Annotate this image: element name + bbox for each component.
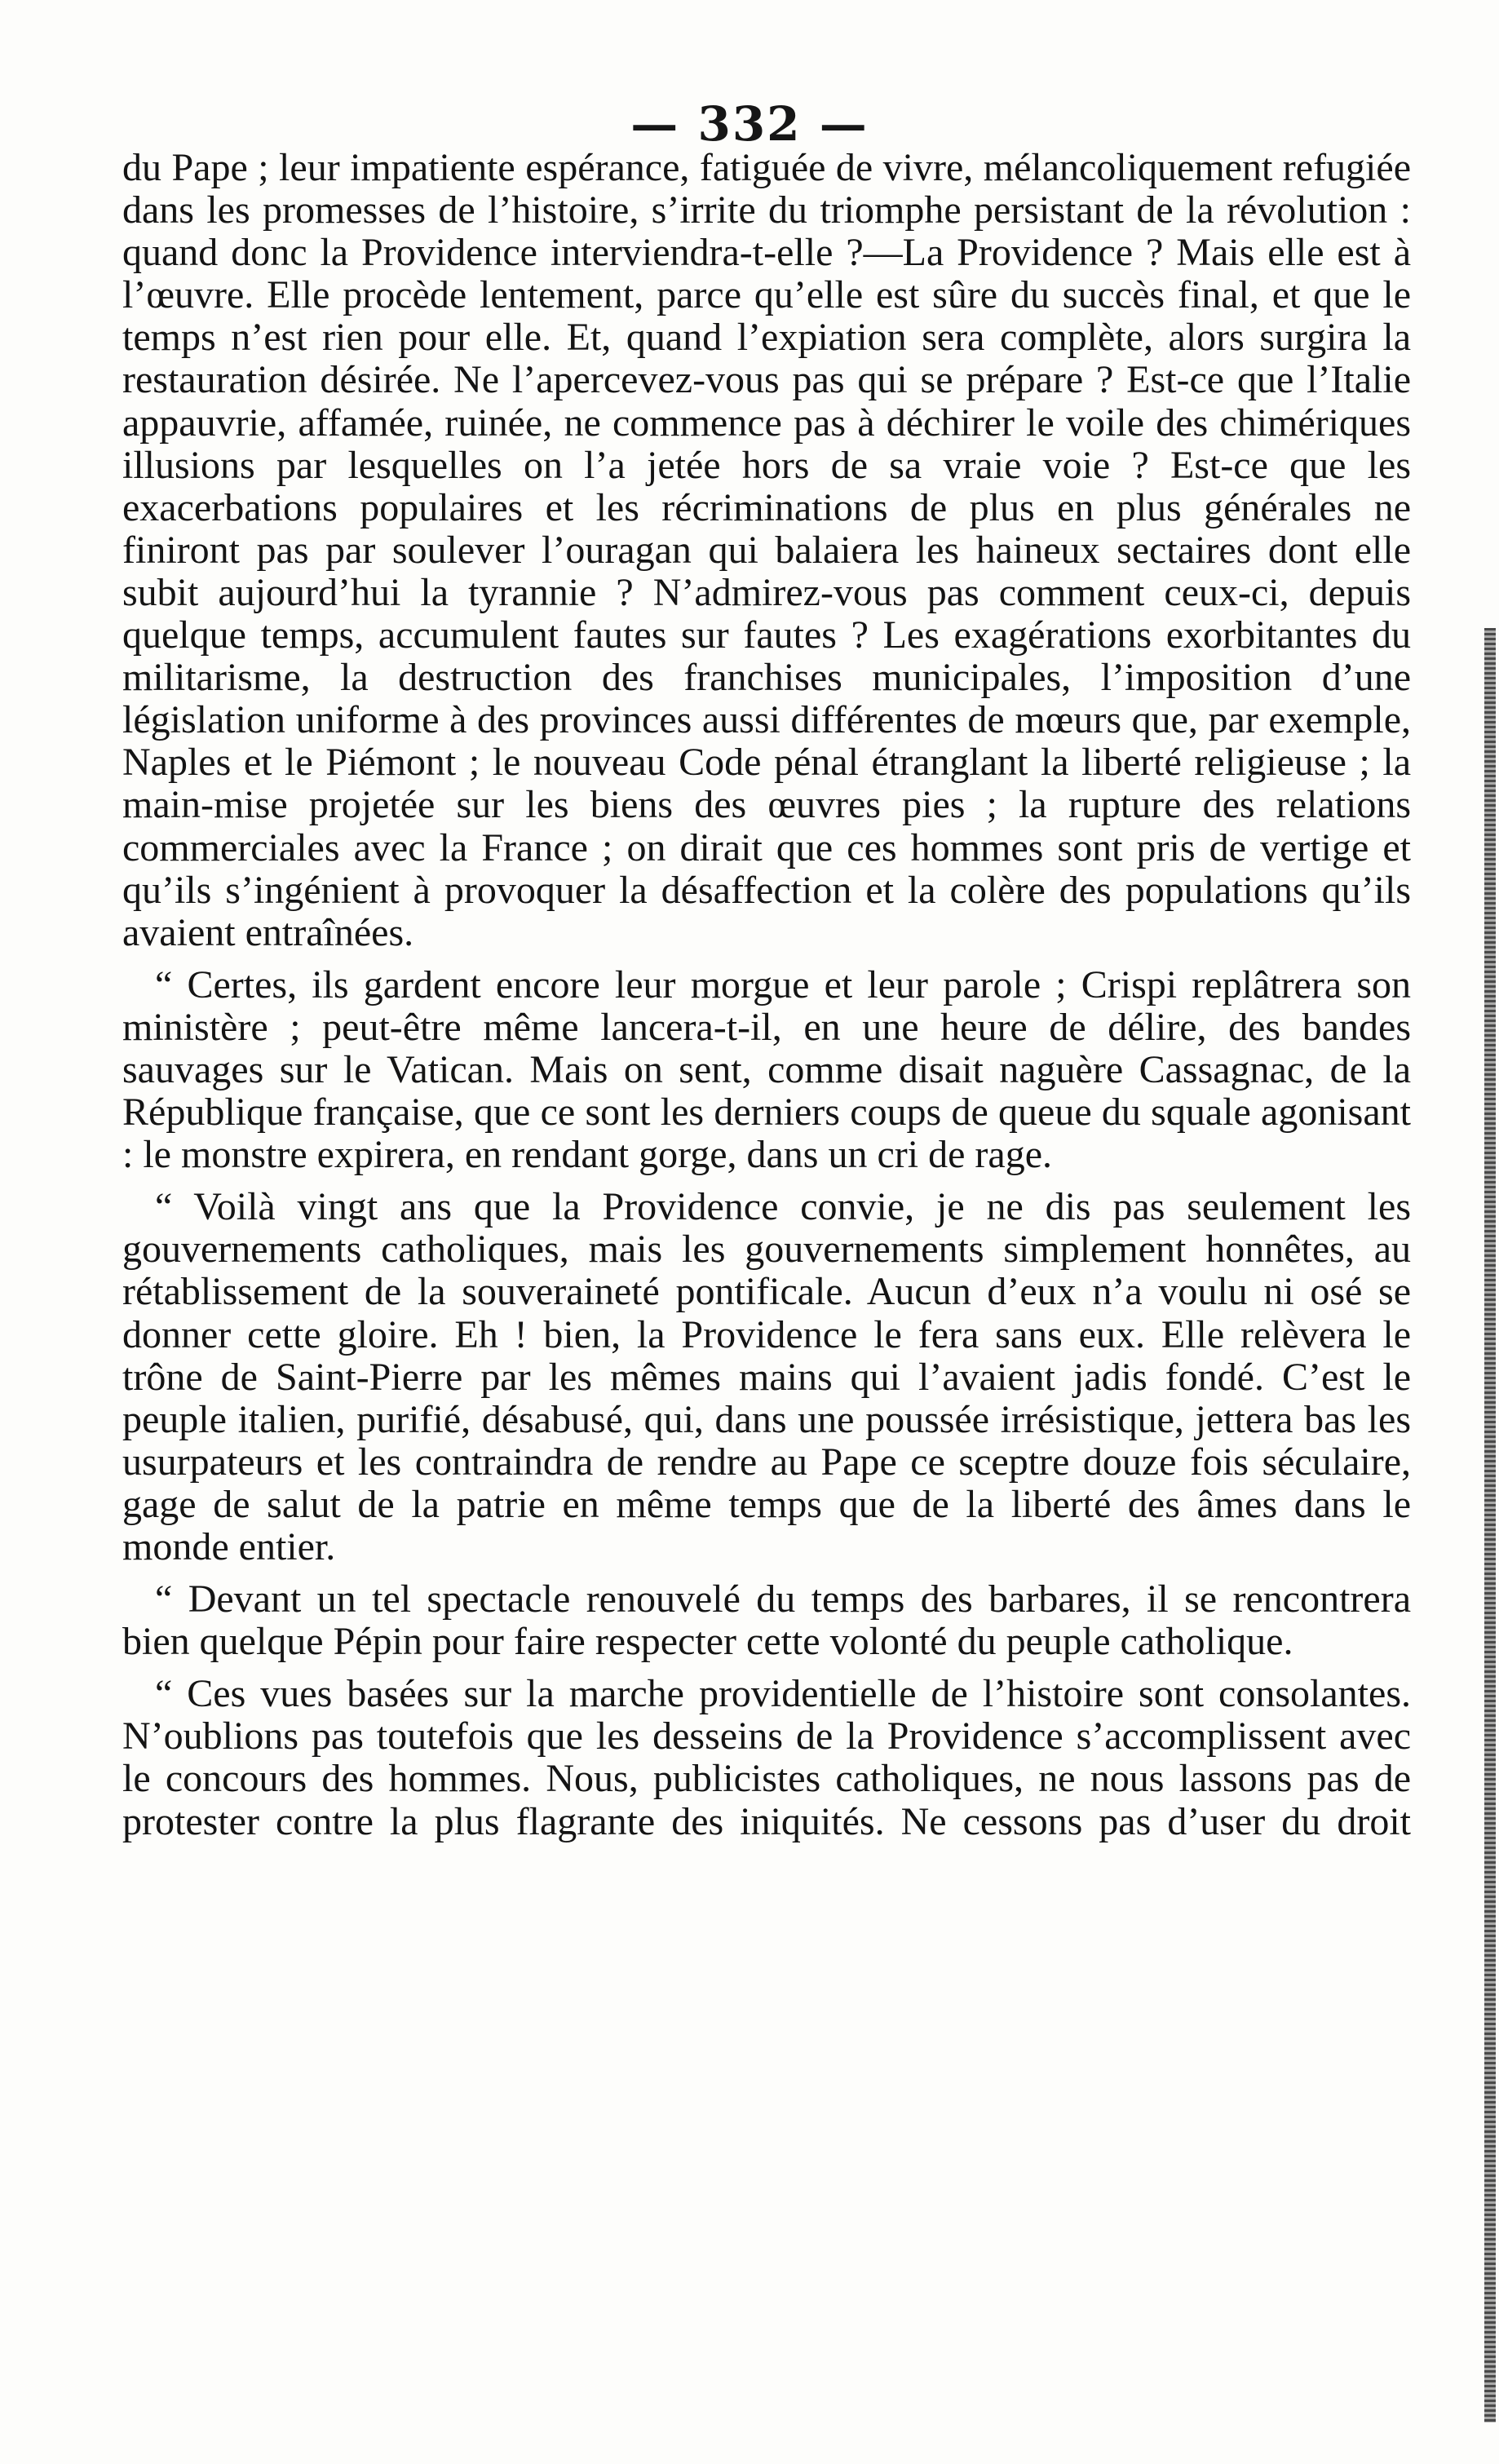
paragraph-5: “ Ces vues basées sur la marche providentielle de l’histoire sont consolantes. N’oublions pas toutefois que les desseins de la Providence s’accomplissent avec le concours des hommes. Nous, publicistes catholiques, ne nous lassons pas de protester contre la plus flagrante des iniquités. Ne cessons pas d’user du droit	[122, 1672, 1411, 1843]
paragraph-2: “ Certes, ils gardent encore leur morgue et leur parole ; Crispi replâtrera son ministère ; peut-être même lancera-t-il, en une heure de délire, des bandes sauvages sur le Vatican. Mais on sent, comme disait naguère Cassagnac, de la République française, que ce sont les derniers coups de queue du squale agonisant : le monstre expirera, en rendant gorge, dans un cri de rage.	[122, 962, 1411, 1177]
paragraph-4: “ Devant un tel spectacle renouvelé du temps des barbares, il se rencontrera bien quelque Pépin pour faire respecter cette volonté du peuple catholique.	[122, 1577, 1411, 1664]
body-text	[122, 147, 1411, 1843]
page-number: — 332 —	[630, 96, 869, 152]
paragraph-3: “ Voilà vingt ans que la Providence convie, je ne dis pas seulement les gouvernements catholiques, mais les gouvernements simplement honnêtes, au rétablissement de la souveraineté pontificale. Aucun d’eux n’a voulu ni osé se donner cette gloire. Eh ! bien, la Providence le fera sans eux. Elle relèvera le trône de Saint-Pierre par les mêmes mains qui l’avaient jadis fondé. C’est le peuple italien, purifié, désabusé, qui, dans une poussée irrésistique, jettera bas les usurpateurs et les contraindra de rendre au Pape ce sceptre douze fois séculaire, gage de salut de la patrie en même temps que de la liberté des âmes dans le monde entier.	[122, 1185, 1411, 1568]
page-edge-scan-mark	[1484, 628, 1496, 2422]
paragraph-1: du Pape ; leur impatiente espérance, fatiguée de vivre, mélancoliquement refugiée dans les promesses de l’histoire, s’irrite du triomphe persistant de la révolution : quand donc la Providence interviendra-t-elle ?—La Providence ? Mais elle est à l’œuvre. Elle procède lentement, parce qu’elle est sûre du succès final, et que le temps n’est rien pour elle. Et, quand l’expiation sera complète, alors surgira la restauration désirée. Ne l’apercevez-vous pas qui se prépare ? Est-ce que l’Italie appauvrie, affamée, ruinée, ne commence pas à déchirer le voile des chimériques illusions par lesquelles on l’a jetée hors de sa vraie voie ? Est-ce que les exacerbations populaires et les récriminations de plus en plus générales ne finiront pas par soulever l’ouragan qui balaiera les haineux sectaires dont elle subit aujourd’hui la tyrannie ? N’admirez-vous pas comment ceux-ci, depuis quelque temps, accumulent fautes sur fautes ? Les exagérations exorbitantes du militarisme, la destruction des franchises municipales, l’imposition d’une législation uniforme à des provinces aussi différentes de mœurs que, par exemple, Naples et le Piémont ; le nouveau Code pénal étranglant la liberté religieuse ; la main-mise projetée sur les biens des œuvres pies ; la rupture des relations commerciales avec la France ; on dirait que ces hommes sont pris de vertige et qu’ils s’ingénient à provoquer la désaffection et la colère des populations qu’ils avaient entraînées.	[122, 146, 1411, 954]
